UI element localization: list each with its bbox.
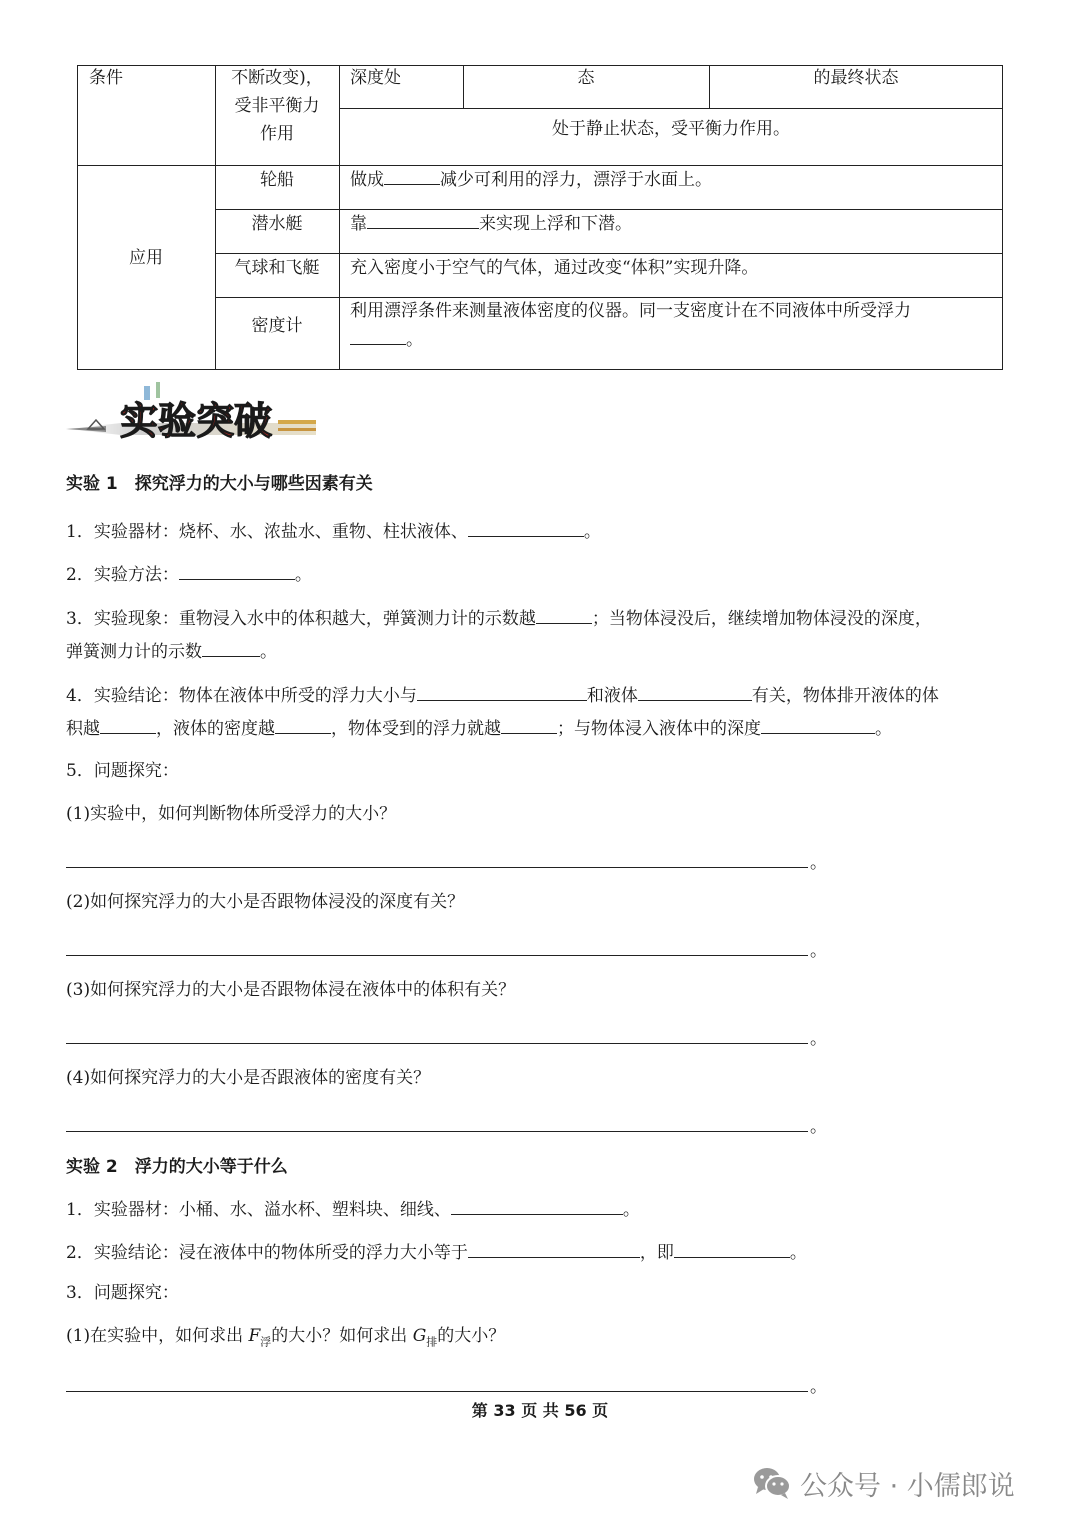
exp2-symbol-F-sub: 浮 (260, 1335, 272, 1349)
condition-depth-cell: 深度处 (350, 68, 401, 88)
exp1-item4-blank-b[interactable] (638, 682, 752, 701)
exp1-item4-text-f: ，物体受到的浮力就越 (331, 719, 501, 739)
exp1-item3-text-c: 弹簧测力计的示数 (66, 642, 202, 662)
exp1-question3: (3)如何探究浮力的大小是否跟物体浸在液体中的体积有关？ (66, 980, 516, 1000)
row-label-application: 应用 (129, 248, 163, 268)
exp2-item1-text: 1．实验器材：小桶、水、溢水杯、塑料块、细线、 (66, 1200, 451, 1220)
exp2-question1-text-a: (1)在实验中，如何求出 (66, 1326, 249, 1346)
summary-table (77, 65, 1003, 370)
exp1-item3-blank-a[interactable] (536, 605, 592, 624)
exp2-symbol-G-sub: 排 (426, 1335, 438, 1349)
exp1-item1 (66, 518, 601, 543)
exp1-answer4-line[interactable] (66, 1131, 808, 1132)
banner-text: 实验突破 (120, 399, 273, 443)
condition-final-state-cell: 的最终状态 (813, 68, 899, 88)
exp2-item1-end: 。 (622, 1200, 640, 1220)
exp1-item3-line2 (66, 638, 277, 663)
exp1-item3-text-a: 3．实验现象：重物浸入水中的体积越大，弹簧测力计的示数越 (66, 609, 536, 629)
experiment-breakthrough-banner (66, 380, 316, 446)
exp2-answer1-line[interactable] (66, 1391, 808, 1392)
exp1-item4-blank-d[interactable] (275, 715, 331, 734)
app-submarine-blank[interactable] (367, 210, 479, 229)
app-submarine-name: 潜水艇 (251, 214, 303, 234)
exp1-item3-text-b: ；当物体浸没后，继续增加物体浸没的深度， (591, 609, 932, 629)
exp1-item4-text-a: 4．实验结论：物体在液体中所受的浮力大小与 (66, 686, 417, 706)
app-hydrometer-end: 。 (406, 330, 423, 350)
exp1-item4-blank-e[interactable] (501, 715, 557, 734)
app-submarine-pre: 靠 (350, 214, 367, 234)
exp1-item3-end: 。 (260, 642, 277, 662)
exp2-item2-blank-a[interactable] (468, 1239, 640, 1258)
wechat-icon (752, 1465, 792, 1501)
app-ship-pre: 做成 (350, 170, 384, 190)
app-ship-blank[interactable] (384, 166, 440, 185)
condition-state-cell: 态 (577, 68, 595, 88)
exp2-title: 实验 2 浮力的大小等于什么 (66, 1157, 288, 1177)
exp2-answer1-end: 。 (810, 1377, 827, 1397)
exp2-symbol-G: G (412, 1326, 427, 1346)
exp1-item4-text-d: 积越 (66, 719, 100, 739)
app-balloon-desc: 充入密度小于空气的气体，通过改变“体积”实现升降。 (350, 258, 759, 278)
condition-col2-line1: 不断改变)， (231, 68, 323, 88)
exp1-item1-end: 。 (583, 522, 601, 542)
exp1-answer3-end: 。 (810, 1029, 827, 1049)
banner-decoration-icon (66, 380, 316, 446)
exp1-item1-blank[interactable] (468, 518, 584, 537)
condition-col2-line2: 受非平衡力 (234, 96, 320, 116)
app-hydrometer-name: 密度计 (251, 316, 303, 336)
app-submarine-post: 来实现上浮和下潜。 (479, 214, 632, 234)
exp1-item4-text-e: ，液体的密度越 (156, 719, 275, 739)
exp1-item4-line1 (66, 682, 939, 707)
exp1-answer2-line[interactable] (66, 955, 808, 956)
exp2-question1 (66, 1325, 505, 1353)
exp2-question1-text-b: 的大小？如何求出 (271, 1326, 413, 1346)
exp1-item4-text-g: ；与物体浸入液体中的深度 (557, 719, 761, 739)
app-ship-desc (350, 166, 712, 194)
exp2-item3: 3．问题探究： (66, 1283, 179, 1303)
exp1-item3-blank-b[interactable] (202, 638, 260, 657)
exp2-item2-blank-b[interactable] (674, 1239, 790, 1258)
exp2-item1-blank[interactable] (451, 1196, 623, 1215)
app-balloon-name: 气球和飞艇 (234, 258, 320, 278)
condition-static-cell: 处于静止状态，受平衡力作用。 (552, 119, 790, 139)
exp1-item4-blank-c[interactable] (100, 715, 156, 734)
condition-col2 (215, 64, 339, 148)
app-ship-post: 减少可利用的浮力，漂浮于水面上。 (440, 170, 712, 190)
exp1-answer1-line[interactable] (66, 867, 808, 868)
exp1-item4-line2 (66, 715, 892, 740)
exp1-item4-blank-f[interactable] (761, 715, 875, 734)
exp1-item2-blank[interactable] (179, 561, 295, 580)
exp1-question4: (4)如何探究浮力的大小是否跟液体的密度有关？ (66, 1068, 431, 1088)
row-label-condition: 条件 (89, 68, 123, 88)
app-hydrometer-desc-line2 (350, 326, 423, 354)
exp1-question1: (1)实验中，如何判断物体所受浮力的大小？ (66, 804, 397, 824)
watermark-text: 公众号 · 小儒郎说 (800, 1470, 1015, 1502)
exp1-answer3-line[interactable] (66, 1043, 808, 1044)
exp1-answer1-end: 。 (810, 853, 827, 873)
exp2-item1 (66, 1196, 640, 1221)
exp1-item5: 5．问题探究： (66, 761, 179, 781)
app-ship-name: 轮船 (260, 170, 294, 190)
exp1-item4-text-b: 和液体 (586, 686, 638, 706)
exp2-item2-text: 2．实验结论：浸在液体中的物体所受的浮力大小等于 (66, 1243, 468, 1263)
exp2-item2-end: 。 (789, 1243, 807, 1263)
watermark (752, 1458, 1015, 1508)
page-footer: 第 33 页 共 56 页 (471, 1401, 609, 1420)
exp1-question2: (2)如何探究浮力的大小是否跟物体浸没的深度有关？ (66, 892, 465, 912)
exp1-item4-text-c: 有关，物体排开液体的体 (751, 686, 939, 706)
exp2-symbol-F: F (248, 1326, 261, 1346)
exp1-item3-line1 (66, 605, 932, 630)
exp1-item2-end: 。 (294, 565, 312, 585)
app-hydrometer-desc-line1: 利用漂浮条件来测量液体密度的仪器。同一支密度计在不同液体中所受浮力 (350, 301, 911, 321)
exp1-title: 实验 1 探究浮力的大小与哪些因素有关 (66, 474, 373, 494)
app-submarine-desc (350, 210, 632, 238)
condition-col2-line3: 作用 (260, 124, 294, 144)
exp1-item1-text: 1．实验器材：烧杯、水、浓盐水、重物、柱状液体、 (66, 522, 468, 542)
app-hydrometer-blank[interactable] (350, 326, 406, 345)
exp1-item2 (66, 561, 312, 586)
exp1-answer2-end: 。 (810, 941, 827, 961)
exp1-item4-blank-a[interactable] (417, 682, 587, 701)
exp2-item2-mid: ，即 (639, 1243, 674, 1263)
exp1-answer4-end: 。 (810, 1117, 827, 1137)
exp2-item2 (66, 1239, 807, 1264)
exp2-question1-text-c: 的大小？ (437, 1326, 506, 1346)
exp1-item4-end: 。 (875, 719, 892, 739)
exp1-item2-text: 2．实验方法： (66, 565, 179, 585)
